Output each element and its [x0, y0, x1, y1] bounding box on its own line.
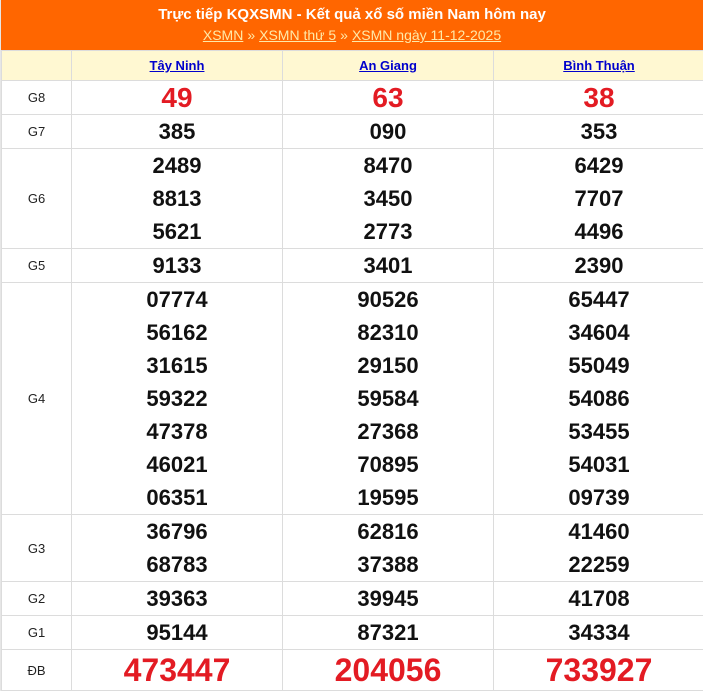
prize-cell: [72, 650, 283, 691]
prize-label: ĐB: [2, 650, 72, 691]
prize-number: 31615: [146, 353, 208, 378]
prize-cell: [72, 616, 283, 650]
prize-cell: [283, 249, 494, 283]
prize-number: 56162: [146, 320, 208, 345]
prize-number: 37388: [357, 552, 419, 577]
prize-label: G3: [2, 515, 72, 582]
prize-cell: [283, 149, 494, 249]
prize-number: 34334: [568, 620, 630, 645]
prize-number: 34604: [568, 320, 630, 345]
prize-number: 06351: [146, 485, 208, 510]
prize-number: 8813: [152, 186, 202, 211]
prize-number: 49: [161, 82, 193, 113]
prize-number: 70895: [357, 452, 419, 477]
prize-number: 473447: [123, 652, 231, 688]
prize-number: 385: [158, 119, 196, 144]
prize-number: 733927: [545, 652, 653, 688]
prize-row-2: [2, 115, 703, 149]
prize-row-6: [2, 515, 703, 582]
prize-number: 3450: [363, 186, 413, 211]
prize-number: 353: [580, 119, 618, 144]
prize-cell: [72, 582, 283, 616]
prize-cell: [72, 515, 283, 582]
prize-cell: [72, 283, 283, 515]
province-link-tay-ninh[interactable]: Tây Ninh: [149, 58, 205, 73]
prize-cell: [494, 582, 703, 616]
breadcrumb: [1, 25, 703, 45]
province-header: [72, 51, 283, 81]
prize-cell: [494, 283, 703, 515]
prize-cell: [494, 616, 703, 650]
prize-number: 3401: [363, 253, 413, 278]
prize-number: 62816: [357, 519, 419, 544]
prize-cell: [283, 81, 494, 115]
prize-row-4: [2, 249, 703, 283]
prize-column-header: [2, 51, 72, 81]
prize-number: 7707: [574, 186, 624, 211]
prize-number: 07774: [146, 287, 208, 312]
prize-number: 27368: [357, 419, 419, 444]
prize-number: 54086: [568, 386, 630, 411]
prize-cell: [72, 249, 283, 283]
prize-cell: [283, 616, 494, 650]
prize-row-9: [2, 650, 703, 691]
prize-number: 22259: [568, 552, 630, 577]
prize-label: G5: [2, 249, 72, 283]
breadcrumb-date-link[interactable]: XSMN ngày 11-12-2025: [351, 27, 502, 43]
prize-number: 47378: [146, 419, 208, 444]
prize-cell: [494, 650, 703, 691]
prize-number: 19595: [357, 485, 419, 510]
prize-cell: [72, 81, 283, 115]
results-header: [1, 0, 703, 50]
prize-number: 55049: [568, 353, 630, 378]
breadcrumb-separator: »: [247, 27, 256, 43]
province-header-row: [2, 51, 703, 81]
prize-number: 68783: [146, 552, 208, 577]
province-link-binh-thuan[interactable]: Bình Thuận: [563, 58, 635, 73]
prize-number: 65447: [568, 287, 630, 312]
prize-cell: [494, 115, 703, 149]
prize-number: 53455: [568, 419, 630, 444]
prize-cell: [494, 515, 703, 582]
breadcrumb-xsmn-link[interactable]: XSMN: [202, 27, 244, 43]
prize-number: 2489: [152, 153, 202, 178]
prize-row-7: [2, 582, 703, 616]
prize-number: 9133: [152, 253, 202, 278]
results-table: [1, 50, 703, 691]
province-link-an-giang[interactable]: An Giang: [359, 58, 417, 73]
prize-cell: [283, 650, 494, 691]
prize-label: G4: [2, 283, 72, 515]
prize-table-body: [2, 81, 703, 691]
prize-number: 29150: [357, 353, 419, 378]
breadcrumb-weekday-link[interactable]: XSMN thứ 5: [259, 27, 337, 43]
prize-label: G7: [2, 115, 72, 149]
page-title: Trực tiếp KQXSMN - Kết quả xổ số miền Nam hôm nay: [158, 6, 546, 23]
breadcrumb-separator: »: [340, 27, 348, 43]
prize-number: 39363: [146, 586, 208, 611]
prize-cell: [283, 115, 494, 149]
prize-number: 09739: [568, 485, 630, 510]
prize-number: 39945: [357, 586, 419, 611]
prize-cell: [72, 149, 283, 249]
prize-number: 5621: [152, 219, 202, 244]
prize-number: 82310: [357, 320, 419, 345]
prize-number: 63: [372, 82, 404, 113]
prize-number: 2390: [574, 253, 624, 278]
prize-number: 41708: [568, 586, 630, 611]
prize-number: 4496: [574, 219, 624, 244]
prize-number: 59584: [357, 386, 419, 411]
prize-label: G8: [2, 81, 72, 115]
prize-cell: [283, 283, 494, 515]
prize-number: 6429: [574, 153, 624, 178]
prize-number: 87321: [357, 620, 419, 645]
prize-cell: [494, 81, 703, 115]
prize-cell: [283, 582, 494, 616]
prize-number: 2773: [363, 219, 413, 244]
prize-row-8: [2, 616, 703, 650]
prize-label: G6: [2, 149, 72, 249]
prize-row-3: [2, 149, 703, 249]
prize-number: 54031: [568, 452, 630, 477]
prize-number: 46021: [146, 452, 208, 477]
prize-row-5: [2, 283, 703, 515]
prize-label: G1: [2, 616, 72, 650]
prize-cell: [283, 515, 494, 582]
prize-label: G2: [2, 582, 72, 616]
prize-number: 204056: [334, 652, 442, 688]
prize-cell: [72, 115, 283, 149]
prize-number: 90526: [357, 287, 419, 312]
prize-number: 090: [369, 119, 407, 144]
prize-cell: [494, 249, 703, 283]
province-header: [283, 51, 494, 81]
prize-number: 8470: [363, 153, 413, 178]
prize-row-1: [2, 81, 703, 115]
prize-number: 95144: [146, 620, 208, 645]
prize-cell: [494, 149, 703, 249]
prize-number: 38: [583, 82, 615, 113]
prize-number: 41460: [568, 519, 630, 544]
prize-number: 59322: [146, 386, 208, 411]
prize-number: 36796: [146, 519, 208, 544]
province-header: [494, 51, 703, 81]
